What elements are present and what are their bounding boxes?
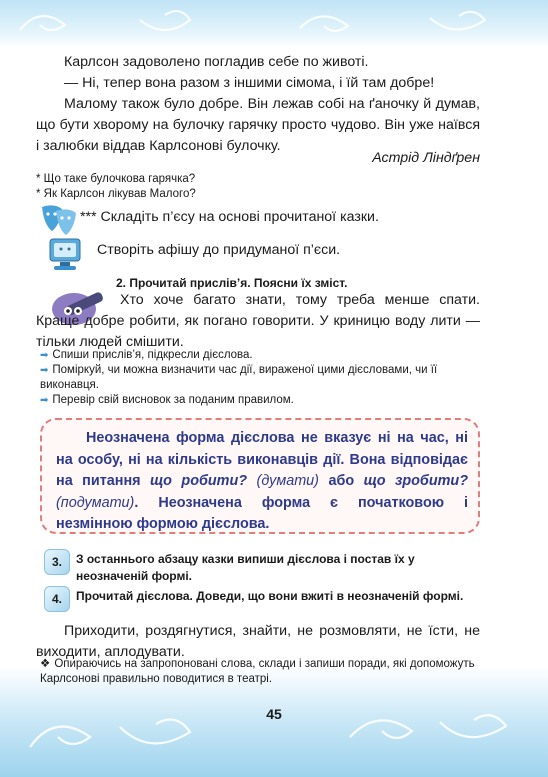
arrow-right-icon: ➡ — [40, 365, 49, 376]
story-line-3: Малому також було добре. Він лежав собі на ґаночку й думав, що бути хворому на булочку гарячку просто чудово. Він уже наївся і залюбки віддав Карлсонові булочку. — [36, 96, 480, 154]
exercise-3-text: З останнього абзацу казки випиши дієслова і постав їх у неозначеній формі. — [76, 552, 415, 583]
theater-masks-icon — [38, 203, 80, 239]
computer-icon — [46, 235, 90, 273]
exercise-2-title: 2. Прочитай прислів’я. Поясни їх зміст. — [116, 276, 348, 290]
exercise-4-text: Прочитай дієслова. Доведи, що вони вжиті в неозначеній формі. — [76, 589, 464, 603]
task-poster: Створіть афішу до придуманої п’єси. — [97, 242, 341, 258]
exercise-3-number: 3. — [44, 549, 70, 575]
author: Астрід Ліндґрен — [372, 150, 480, 166]
task-play: *** Складіть п’єсу на основі прочитаної казки. — [80, 209, 379, 225]
step-item-2: ➡ Поміркуй, чи можна визначити час дії, вираженої цими дієсловами, чи її виконавця. — [40, 364, 438, 391]
page-number: 45 — [266, 706, 282, 722]
diamond-bullet-icon: ❖ — [40, 658, 51, 670]
question-note-2: * Як Карлсон лікував Малого? — [36, 188, 196, 200]
story-line-2: — Ні, тепер вона разом з іншими сімома, і їй там добре! — [64, 75, 435, 91]
proverbs-text: Хто хоче багато знати, тому треба менше спати. Краще добре робити, як погано говорити. У криницю воду лити — тільки людей смішити. — [36, 292, 480, 350]
arrow-right-icon: ➡ — [40, 350, 49, 361]
exercise-4-words: Приходити, роздягнутися, знайти, не розмовляти, не їсти, не виходити, аплодувати. — [36, 623, 480, 660]
question-note-1: * Що таке булочкова гарячка? — [36, 173, 196, 185]
step-item-3: ➡ Перевір свій висновок за поданим правилом. — [40, 394, 294, 406]
exercise-4-number: 4. — [44, 586, 70, 612]
arrow-right-icon: ➡ — [40, 395, 49, 406]
story-line-1: Карлсон задоволено погладив себе по животі. — [64, 54, 369, 70]
rule-text: Неозначена форма дієслова не вказує ні на час, ні на особу, ні на кількість виконавців дії. Вона відповідає на питання що робити? (думати) або що зробити? (подумати). Неозначена форма є початковою і незмінною формою дієслова. — [56, 430, 469, 532]
bonus-task: ❖ Опираючись на запропоновані слова, склади і запиши поради, які допоможуть Карлсонові правильно поводитися в театрі. — [40, 658, 475, 685]
step-item-1: ➡ Спиши прислів’я, підкресли дієслова. — [40, 349, 253, 361]
